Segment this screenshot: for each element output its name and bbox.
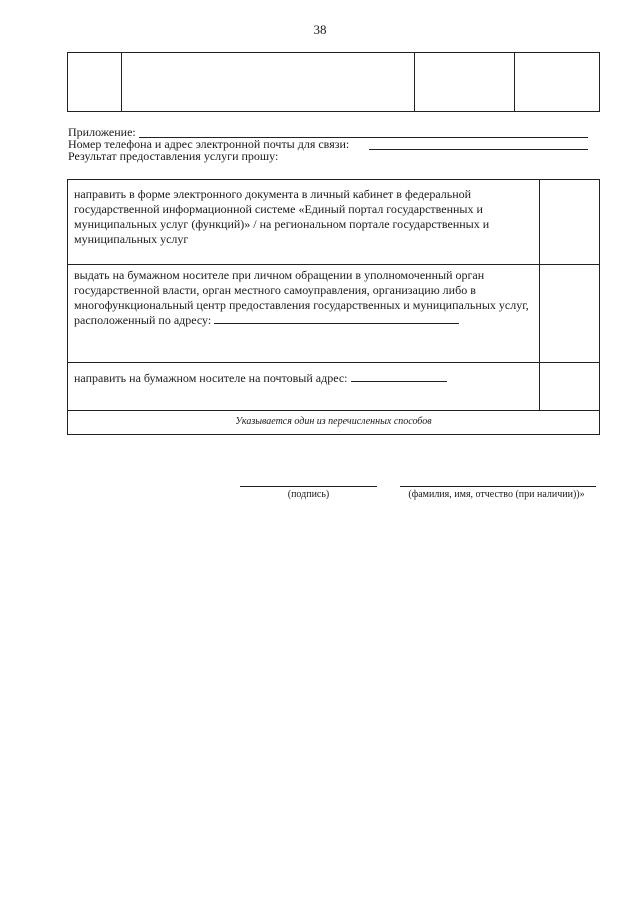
phone-email-label: Номер телефона и адрес электронной почты для связи: xyxy=(68,137,350,151)
table-column-divider xyxy=(121,53,122,111)
table-column-divider xyxy=(414,53,415,111)
options-note: Указывается один из перечисленных способов xyxy=(235,416,432,427)
result-options-table xyxy=(67,179,600,435)
option-in-person-text xyxy=(74,268,534,328)
full-name-caption: (фамилия, имя, отчество (при наличии))» xyxy=(408,489,585,500)
option-electronic-text: направить в форме электронного документа в личный кабинет в федеральной государственной информационной системе «Единый портал государственных и муниципальных услуг (функций)» / на региональном портале государственных и муниципальных услуг xyxy=(74,187,490,246)
checkbox-column-divider xyxy=(539,180,540,410)
phone-email-field[interactable] xyxy=(369,149,588,150)
signature-caption: (подпись) xyxy=(287,489,330,500)
postal-address-field[interactable] xyxy=(351,371,447,382)
in-person-address-field[interactable] xyxy=(214,313,459,324)
option-postal-text xyxy=(74,371,534,386)
top-table xyxy=(67,52,600,112)
row-divider xyxy=(68,410,599,411)
table-column-divider xyxy=(514,53,515,111)
page-number: 38 xyxy=(313,22,327,37)
row-divider xyxy=(68,362,599,363)
option-in-person-label: выдать на бумажном носителе при личном обращении в уполномоченный орган государственной власти, орган местного самоуправления, организацию либо в многофункциональный центр предоставления государственных и муниципальных услуг, расположенный по адресу: xyxy=(74,268,529,327)
result-label: Результат предоставления услуги прошу: xyxy=(68,149,279,163)
attachment-label: Приложение: xyxy=(68,125,136,139)
full-name-field[interactable] xyxy=(400,486,596,487)
signature-field[interactable] xyxy=(240,486,377,487)
row-divider xyxy=(68,264,599,265)
option-postal-label: направить на бумажном носителе на почтовый адрес: xyxy=(74,371,348,385)
